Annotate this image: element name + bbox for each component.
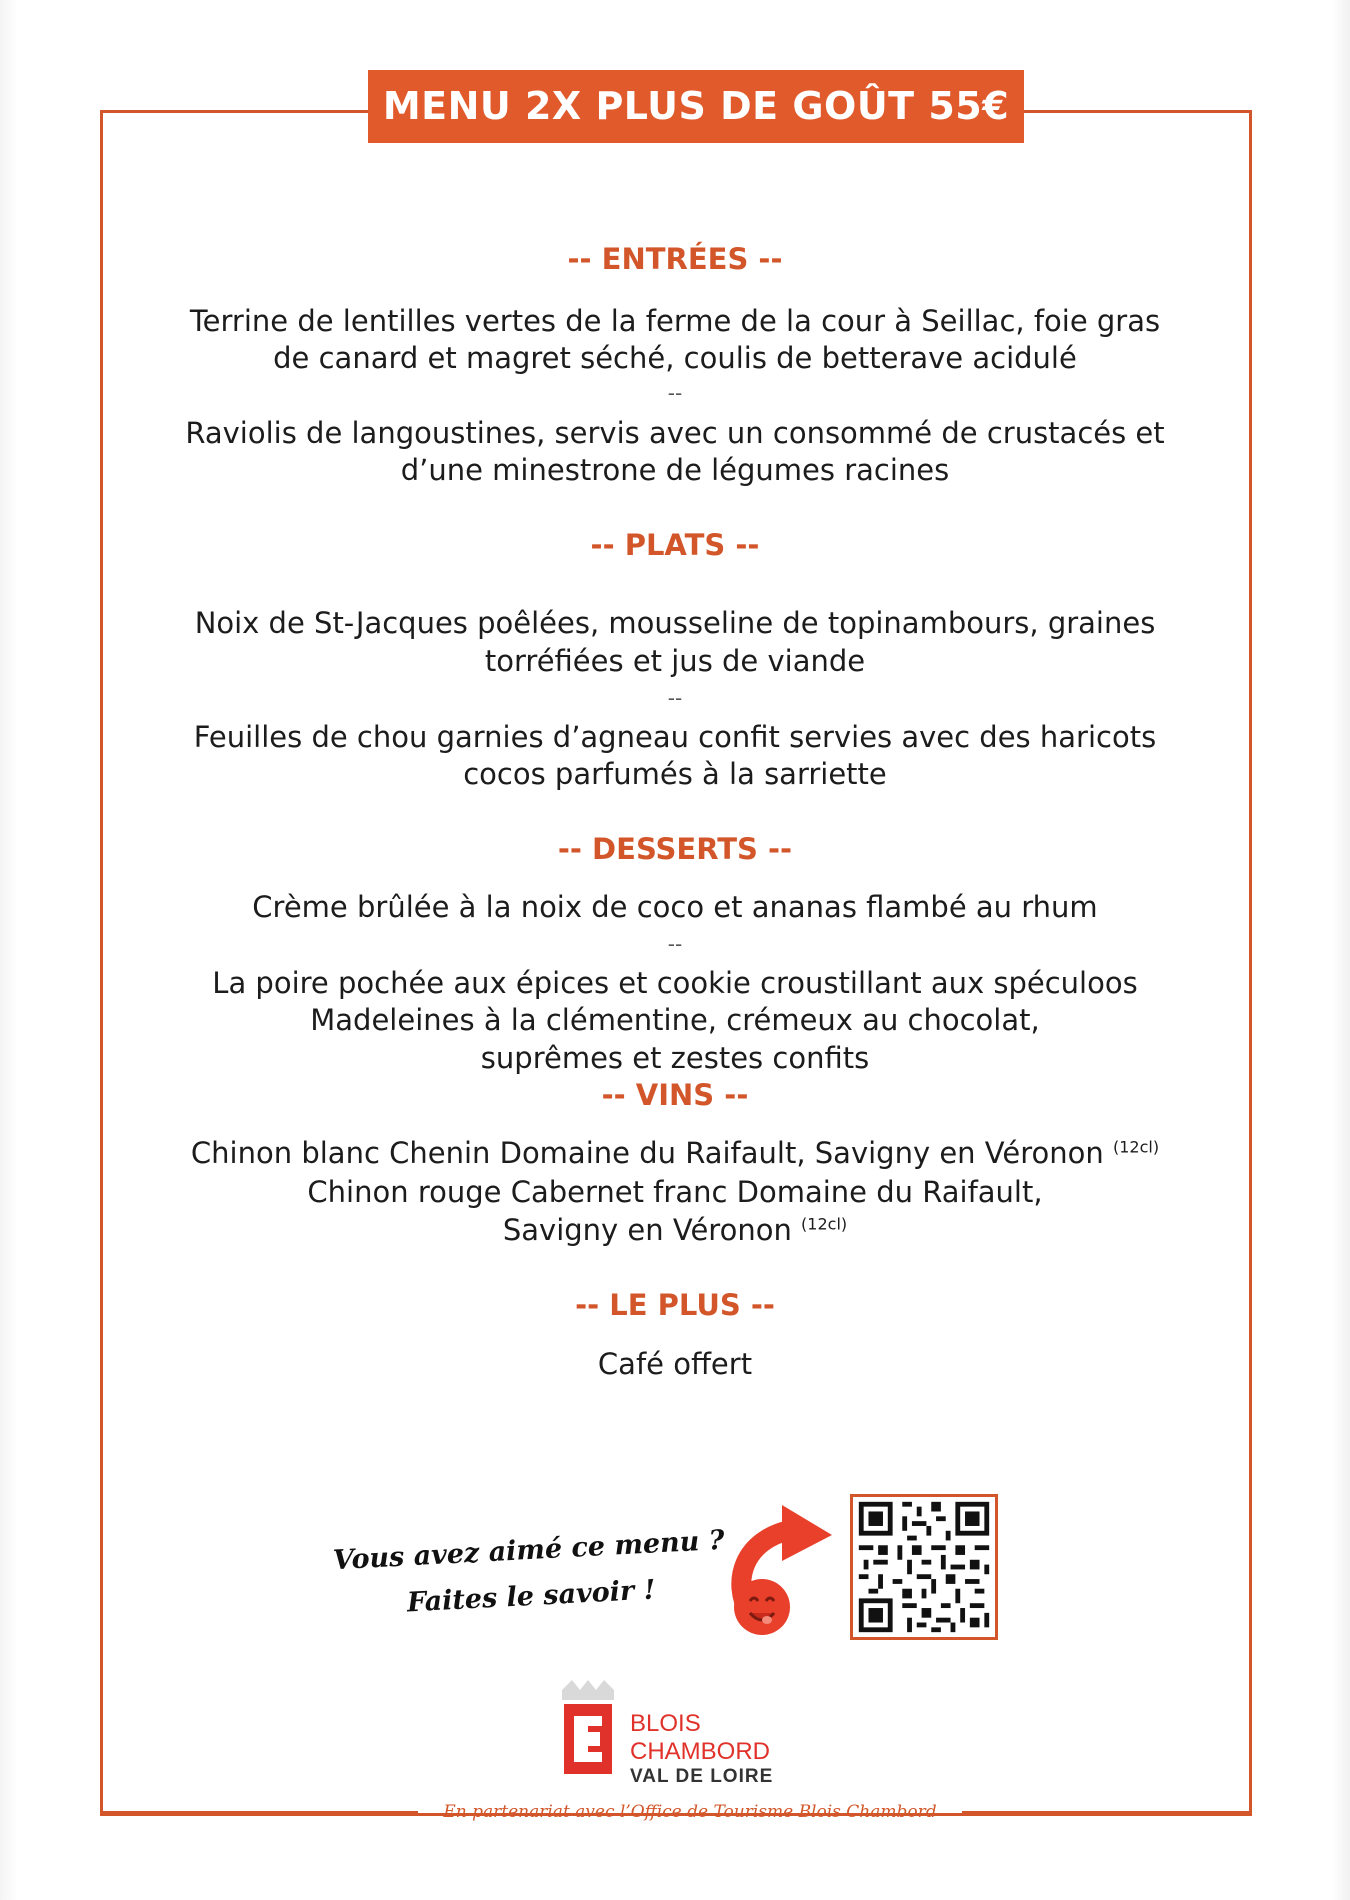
footer-partnership: En partenariat avec l’Office de Tourisme Blois Chambord (443, 1802, 937, 1822)
feedback-line-2: Faites le savoir ! (406, 1574, 657, 1619)
curved-arrow-icon (720, 1495, 840, 1645)
le-plus-item: Café offert (597, 1347, 753, 1381)
section-title-desserts: -- DESSERTS -- (557, 832, 793, 866)
wine-2-line-1: Chinon rouge Cabernet franc Domaine du Raifault, (307, 1175, 1043, 1209)
logo-line-1: BLOIS (630, 1710, 701, 1737)
menu-title: MENU 2X PLUS DE GOÛT 55€ (368, 70, 1024, 143)
wine-1 (0, 1134, 1350, 1172)
logo-line-3: VAL DE LOIRE (630, 1766, 774, 1787)
dessert-2: La poire pochée aux épices et cookie croustillant aux spéculoos (212, 966, 1138, 1000)
plat-1-line-2: torréfiées et jus de viande (484, 644, 866, 678)
dessert-separator: -- (667, 932, 683, 956)
entree-2-line-2: d’une minestrone de légumes racines (400, 453, 950, 487)
wine-1-volume: (12cl) (1112, 1137, 1160, 1157)
wine-2-volume: (12cl) (801, 1214, 848, 1234)
wine-2-name-end: Savigny en Véronon (502, 1213, 792, 1247)
entree-separator: -- (667, 381, 683, 405)
section-title-le-plus: -- LE PLUS -- (575, 1288, 775, 1322)
wine-2-line-2 (0, 1211, 1350, 1249)
plat-2-line-1: Feuilles de chou garnies d’agneau confit servies avec des haricots (193, 720, 1157, 754)
dessert-3-line-1: Madeleines à la clémentine, crémeux au chocolat, (310, 1003, 1040, 1037)
plat-2-line-2: cocos parfumés à la sarriette (463, 757, 887, 791)
entree-1-line-1: Terrine de lentilles vertes de la ferme de la cour à Seillac, foie gras (189, 304, 1161, 338)
section-title-vins: -- VINS -- (601, 1078, 749, 1112)
dessert-3-line-2: suprêmes et zestes confits (480, 1041, 870, 1075)
crown-icon (562, 1680, 614, 1700)
entree-1-line-2: de canard et magret séché, coulis de betterave acidulé (273, 341, 1077, 375)
qr-code[interactable] (850, 1494, 998, 1640)
footer-rule-right (962, 1811, 1252, 1814)
plat-1-line-1: Noix de St-Jacques poêlées, mousseline de topinambours, graines (194, 606, 1156, 640)
entree-2-line-1: Raviolis de langoustines, servis avec un consommé de crustacés et (185, 416, 1165, 450)
wine-1-name: Chinon blanc Chenin Domaine du Raifault, Savigny en Véronon (190, 1136, 1104, 1170)
logo-line-2: CHAMBORD (630, 1738, 771, 1765)
footer-rule-left (100, 1811, 418, 1814)
plat-separator: -- (667, 686, 683, 710)
dessert-1: Crème brûlée à la noix de coco et ananas flambé au rhum (252, 890, 1098, 924)
logo-wordmark (630, 1710, 770, 1766)
smiley-icon (734, 1579, 790, 1635)
section-title-entrees: -- ENTRÉES -- (567, 242, 783, 276)
feedback-line-1: Vous avez aimé ce menu ? (332, 1524, 726, 1577)
section-title-plats: -- PLATS -- (590, 528, 760, 562)
